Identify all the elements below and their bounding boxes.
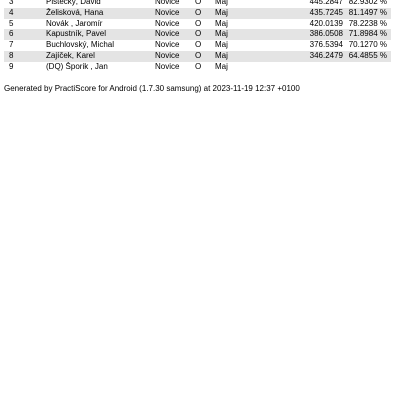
- percent-cell: [343, 62, 391, 73]
- division-cell: O: [195, 61, 202, 71]
- division-cell: O: [195, 18, 202, 28]
- class-cell: Novice: [155, 18, 180, 28]
- percent-cell: 64.4855 %: [343, 51, 391, 62]
- percent-cell: 78.2238 %: [348, 18, 387, 28]
- place-cell: 9: [9, 61, 14, 71]
- power-factor-cell: Maj: [215, 61, 228, 71]
- competitor-name-cell: Želisková, Hana: [46, 8, 155, 19]
- place-cell: 4: [4, 8, 46, 19]
- table-row: [4, 8, 391, 19]
- competitor-name-cell: Buchlovský, Michal: [46, 40, 115, 50]
- class-cell: Novice: [155, 8, 195, 19]
- results-table-body: [4, 0, 391, 73]
- competitor-name-cell: Novák , Jaromír: [46, 18, 103, 28]
- results-table: [4, 0, 391, 73]
- points-cell: 445.2847: [309, 0, 343, 6]
- power-factor-cell: Maj: [215, 29, 289, 40]
- competitor-name-cell: Zajíček, Karel: [46, 51, 155, 62]
- points-cell: 346.2479: [289, 51, 343, 62]
- division-cell: O: [195, 8, 215, 19]
- table-row: [4, 0, 391, 8]
- percent-cell: 81.1497 %: [343, 8, 391, 19]
- competitor-name-cell: Pištěcký, David: [46, 0, 101, 6]
- class-cell: Novice: [155, 0, 180, 6]
- percent-cell: 71.8984 %: [343, 29, 391, 40]
- generated-by-footer: Generated by PractiScore for Android (1.7.30 samsung) at 2023-11-19 12:37 +0100: [4, 84, 300, 93]
- power-factor-cell: Maj: [215, 51, 289, 62]
- class-cell: Novice: [155, 61, 180, 71]
- points-cell: 386.0508: [289, 29, 343, 40]
- division-cell: O: [195, 29, 215, 40]
- table-row: [4, 29, 391, 40]
- points-cell: [289, 62, 343, 73]
- place-cell: 6: [4, 29, 46, 40]
- place-cell: 5: [9, 18, 14, 28]
- place-cell: 7: [9, 40, 14, 50]
- competitor-name-cell: Kapustník, Pavel: [46, 29, 155, 40]
- class-cell: Novice: [155, 29, 195, 40]
- place-cell: 8: [4, 51, 46, 62]
- table-row: [4, 62, 391, 73]
- power-factor-cell: Maj: [215, 18, 228, 28]
- power-factor-cell: Maj: [215, 40, 228, 50]
- percent-cell: 70.1270 %: [348, 40, 387, 50]
- power-factor-cell: Maj: [215, 8, 289, 19]
- power-factor-cell: Maj: [215, 0, 228, 6]
- points-cell: 376.5394: [309, 40, 343, 50]
- points-cell: 435.7245: [289, 8, 343, 19]
- division-cell: O: [195, 51, 215, 62]
- place-cell: 3: [9, 0, 14, 6]
- division-cell: O: [195, 0, 202, 6]
- table-row: [4, 51, 391, 62]
- points-cell: 420.0139: [309, 18, 343, 28]
- table-row: [4, 19, 391, 30]
- class-cell: Novice: [155, 40, 180, 50]
- competitor-name-cell: (DQ) Šporik , Jan: [46, 61, 108, 71]
- table-row: [4, 40, 391, 51]
- class-cell: Novice: [155, 51, 195, 62]
- percent-cell: 82.9302 %: [348, 0, 387, 6]
- division-cell: O: [195, 40, 202, 50]
